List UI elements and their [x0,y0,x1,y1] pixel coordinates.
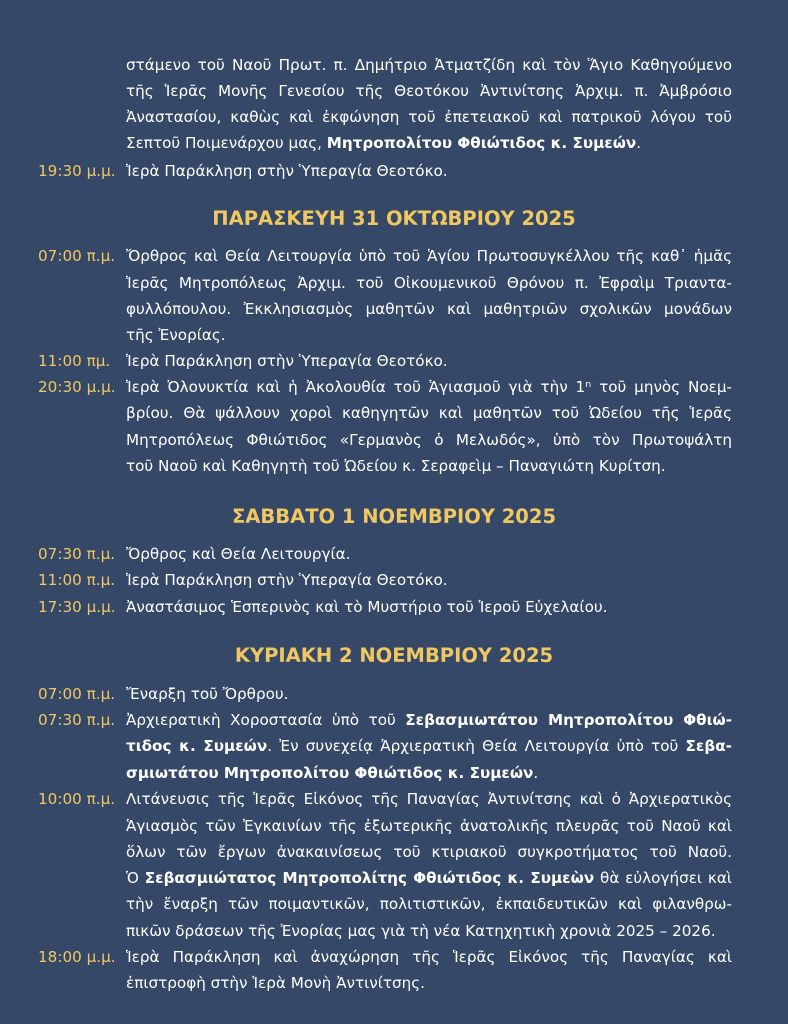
text-segment: τοῦ Ναοῦ καὶ Καθηγητὴ τοῦ Ὠδείου κ. Σεραφεὶμ – Παναγιώτη Κυρίτση. [126,457,666,475]
schedule-line [0,374,788,400]
schedule-line [0,970,788,996]
text-segment: Ἱερὰ Παράκληση στὴν Ὑπεραγία Θεοτόκο. [126,571,448,589]
schedule-line [0,130,788,156]
schedule-time: 07:30 π.μ. [38,545,116,563]
schedule-line [0,52,788,78]
schedule-text [126,400,732,426]
text-segment: Ἱερᾶς Μητροπόλεως Ἀρχιμ. τοῦ Οἰκουμενικοῦ Θρόνου π. Ἐφραὶμ Τριαντα- [126,274,732,292]
text-segment: Ἱερὰ Παράκληση καὶ ἀναχώρηση τῆς Ἱερᾶς Εἰκόνος τῆς Παναγίας καὶ [126,948,732,966]
schedule-line [0,944,788,970]
schedule-line [0,427,788,453]
text-segment: στάμενο τοῦ Ναοῦ Πρωτ. π. Δημήτριο Ἀτματζίδη καὶ τὸν Ἅγιο Καθηγούμενο [126,56,732,74]
schedule-text [126,322,732,348]
schedule-time: 10:00 π.μ. [38,790,116,808]
text-segment: . [636,134,642,152]
schedule-line [0,158,788,184]
schedule-line [0,270,788,296]
schedule-line [0,786,788,812]
schedule-line [0,243,788,269]
schedule-line [0,541,788,567]
schedule-text [126,918,732,944]
schedule-text [126,453,732,479]
text-segment: ἐπιστροφὴ στὴν Ἱερὰ Μονὴ Ἀντινίτσης. [126,974,425,992]
text-segment: Ἁγιασμὸς τῶν Ἐγκαινίων τῆς ἐξωτερικῆς ἀνατολικῆς πλευρᾶς τοῦ Ναοῦ καὶ [126,817,732,835]
schedule-text [126,296,732,322]
schedule-line [0,453,788,479]
schedule-time: 19:30 μ.μ. [38,162,116,180]
text-segment: Ὄρθρος καὶ Θεία Λειτουργία. [126,545,351,563]
schedule-line [0,760,788,786]
schedule-line [0,865,788,891]
schedule-line [0,104,788,130]
schedule-time: 17:30 μ.μ. [38,598,116,616]
schedule-text [126,707,732,733]
text-segment: Μητροπόλεως Φθιώτιδος «Γερμανὸς ὁ Μελωδός», ὑπὸ τὸν Πρωτοψάλτη [126,431,732,449]
schedule-text [126,243,732,269]
text-segment: Ἀρχιερατικὴ Χοροστασία ὑπὸ τοῦ [126,711,406,729]
text-segment: Ὁ [126,869,145,887]
day-heading: ΣΑΒΒΑΤΟ 1 ΝΟΕΜΒΡΙΟΥ 2025 [231,505,557,528]
schedule-line [0,707,788,733]
schedule-time: 20:30 μ.μ. [38,378,116,396]
text-segment: Ἀναστασίου, καθὼς καὶ ἐκφώνηση τοῦ ἐπετειακοῦ καὶ πατρικοῦ λόγου τοῦ [126,108,732,126]
schedule-text [126,944,732,970]
day-heading: ΠΑΡΑΣΚΕΥΗ 31 ΟΚΤΩΒΡΙΟΥ 2025 [212,207,576,230]
schedule-line [0,400,788,426]
text-segment: Ὄρθρος καὶ Θεία Λειτουργία ὑπὸ τοῦ Ἁγίου Πρωτοσυγκέλλου τῆς καθ᾽ ἡμᾶς [126,247,732,265]
schedule-line [0,891,788,917]
schedule-line [0,322,788,348]
schedule-time: 07:00 π.μ. [38,247,116,265]
schedule-text [126,839,732,865]
text-segment: φυλλόπουλου. Ἐκκλησιασμὸς μαθητῶν καὶ μαθητριῶν σχολικῶν μονάδων [126,300,732,318]
text-segment: τῆς Ἐνορίας. [126,326,226,344]
schedule-time: 18:00 μ.μ. [38,948,116,966]
schedule-text [126,541,732,567]
schedule-time: 07:00 π.μ. [38,685,116,703]
schedule-line [0,78,788,104]
text-segment: Ἱερὰ Ὀλονυκτία καὶ ἡ Ἀκολουθία τοῦ Ἁγιασμοῦ γιὰ τὴν 1ⁿ τοῦ μηνὸς Νοεμ- [126,378,732,396]
schedule-text [126,760,732,786]
text-segment: Λιτάνευσις τῆς Ἱερᾶς Εἰκόνος τῆς Παναγίας Ἀντινίτσης καὶ ὁ Ἀρχιερατικὸς [126,790,732,808]
text-segment: Ἔναρξη τοῦ Ὄρθρου. [126,685,289,703]
schedule-line [0,733,788,759]
bold-text: Σεβασμιώτατος Μητροπολίτης Φθιώτιδος κ. Συμεὼν [144,869,595,887]
schedule-time: 11:00 πμ. [38,352,111,370]
schedule-line [0,839,788,865]
schedule-text [126,78,732,104]
schedule-text [126,427,732,453]
schedule-line [0,567,788,593]
schedule-text [126,130,732,156]
schedule-text [126,733,732,759]
schedule-text [126,270,732,296]
bold-text: τιδος κ. Συμεών [126,737,268,755]
bold-text: Σεβα- [685,737,732,755]
schedule-text [126,567,732,593]
schedule-line [0,681,788,707]
text-segment: Ἀναστάσιμος Ἑσπερινὸς καὶ τὸ Μυστήριο τοῦ Ἱεροῦ Εὐχελαίου. [126,598,608,616]
schedule-text [126,374,732,400]
text-segment: . [533,764,539,782]
schedule-text [126,348,732,374]
text-segment: θὰ εὐλογήσει καὶ [594,869,732,887]
schedule-line [0,296,788,322]
text-segment: πικῶν δράσεων τῆς Ἐνορίας μας γιὰ τὴ νέα Κατηχητικὴ χρονιὰ 2025 – 2026. [126,922,716,940]
text-segment: βρίου. Θὰ ψάλλουν χοροὶ καθηγητῶν καὶ μαθητῶν τοῦ Ὠδείου τῆς Ἱερᾶς [126,404,732,422]
schedule-text [126,970,732,996]
bold-text: σμιωτάτου Μητροπολίτου Φθιώτιδος κ. Συμεών [126,764,534,782]
schedule-text [126,865,732,891]
schedule-text [126,681,732,707]
text-segment: Ἱερὰ Παράκληση στὴν Ὑπεραγία Θεοτόκο. [126,352,448,370]
text-segment: . Ἐν συνεχείᾳ Ἀρχιερατικὴ Θεία Λειτουργία ὑπὸ τοῦ [267,737,686,755]
text-segment: ὅλων τῶν ἔργων ἀνακαινίσεως τοῦ κτιριακοῦ συγκροτήματος τοῦ Ναοῦ. [126,843,732,861]
schedule-line [0,594,788,620]
text-segment: τὴν ἔναρξη τῶν ποιμαντικῶν, πολιτιστικῶν, ἐκπαιδευτικῶν καὶ φιλανθρω- [126,895,732,913]
text-segment: Ἱερὰ Παράκληση στὴν Ὑπεραγία Θεοτόκο. [126,162,448,180]
schedule-line [0,813,788,839]
schedule-text [126,158,732,184]
bold-text: Μητροπολίτου Φθιώτιδος κ. Συμεών [326,134,637,152]
schedule-text [126,891,732,917]
bold-text: Σεβασμιωτάτου Μητροπολίτου Φθιώ- [405,711,733,729]
schedule-text [126,52,732,78]
schedule-line [0,918,788,944]
day-heading: ΚΥΡΙΑΚΗ 2 ΝΟΕΜΒΡΙΟΥ 2025 [234,644,554,667]
schedule-text [126,813,732,839]
schedule-text [126,786,732,812]
text-segment: τῆς Ἱερᾶς Μονῆς Γενεσίου τῆς Θεοτόκου Ἀντινίτσης Ἀρχιμ. π. Ἀμβρόσιο [126,82,732,100]
text-segment: Σεπτοῦ Ποιμενάρχου μας, [126,134,327,152]
schedule-line [0,348,788,374]
schedule-text [126,104,732,130]
schedule-text [126,594,732,620]
schedule-time: 07:30 π.μ. [38,711,116,729]
schedule-time: 11:00 π.μ. [38,571,116,589]
